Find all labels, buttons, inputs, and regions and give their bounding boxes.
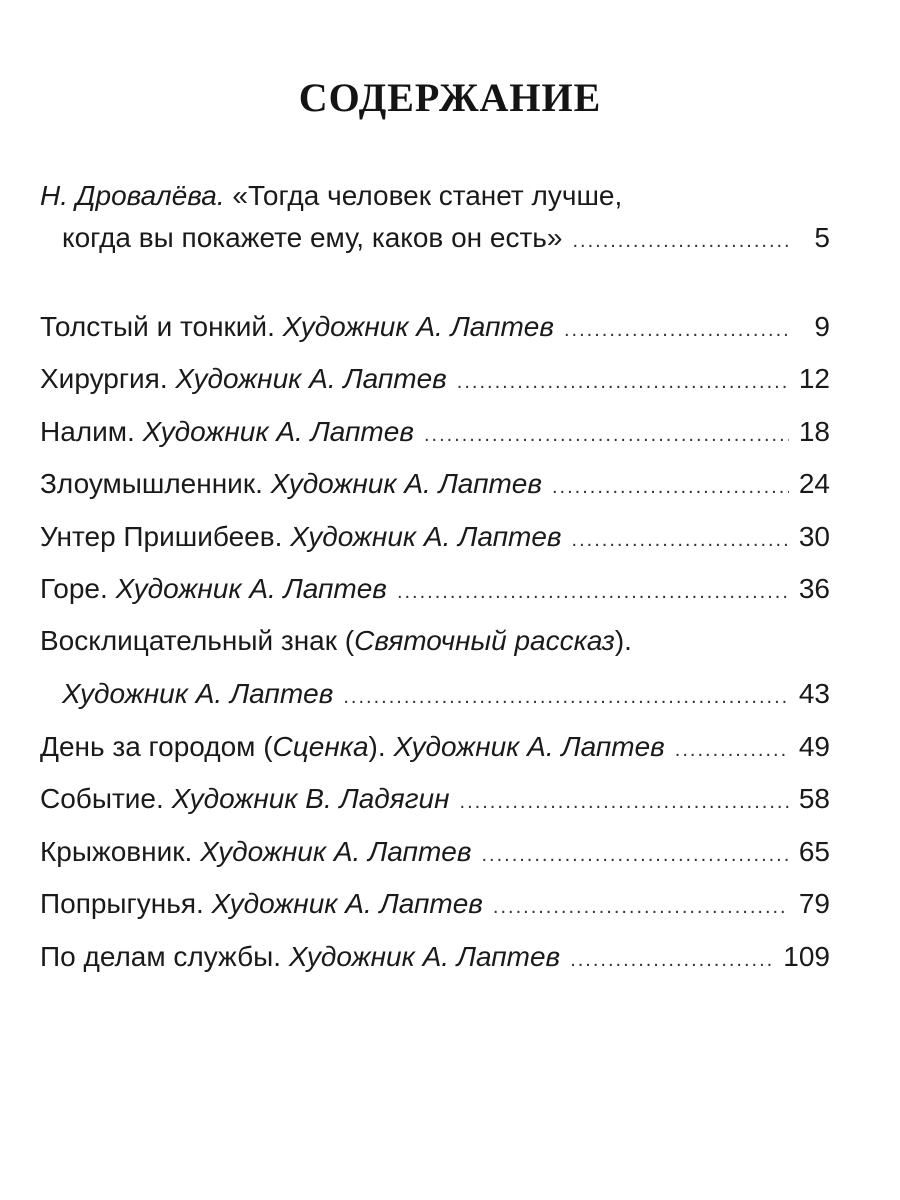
entry-artist: Художник А. Лаптев	[288, 941, 561, 972]
dot-leader	[572, 520, 789, 560]
toc-entry	[40, 412, 830, 452]
entry-title: Восклицательный знак	[40, 625, 337, 656]
dot-leader	[457, 362, 789, 402]
toc-entry-line-1: Восклицательный знак (Святочный рассказ).	[40, 625, 632, 656]
toc-entry	[40, 884, 830, 924]
entry-artist: Художник А. Лаптев	[270, 468, 542, 499]
entry-artist: Художник А. Лаптев	[62, 678, 334, 709]
entry-artist: Художник А. Лаптев	[211, 888, 483, 919]
dot-leader	[493, 887, 789, 927]
page-number: 24	[798, 468, 830, 499]
toc-entry	[40, 517, 830, 557]
toc-entry	[40, 464, 830, 504]
intro-author: Н. Дровалёва.	[40, 180, 225, 211]
entry-title: Хирургия.	[40, 363, 168, 394]
dot-leader	[552, 467, 789, 507]
entry-artist: Художник А. Лаптев	[393, 731, 665, 762]
entry-title: Горе.	[40, 573, 108, 604]
entry-title: Крыжовник.	[40, 836, 193, 867]
entry-subtitle: Святочный рассказ	[354, 625, 615, 656]
page-number: 49	[798, 731, 830, 762]
dot-leader	[481, 835, 788, 875]
dot-leader	[343, 677, 788, 717]
dot-leader	[564, 310, 790, 350]
dot-leader	[397, 572, 789, 612]
toc-entry: День за городом (Сценка). Художник А. Лаптев ..... 49	[40, 727, 830, 767]
page-number: 9	[814, 311, 830, 342]
entry-title: Злоумышленник.	[40, 468, 263, 499]
page-number: 43	[798, 678, 830, 709]
page-number: 109	[783, 941, 830, 972]
dot-leader	[675, 730, 789, 770]
page-number: 79	[798, 888, 830, 919]
toc-entry	[40, 307, 830, 347]
entry-title: Налим.	[40, 416, 135, 447]
entry-title: Унтер Пришибеев.	[40, 521, 283, 552]
entry-artist: Художник А. Лаптев	[282, 311, 554, 342]
page-number: 30	[798, 521, 830, 552]
entry-title: Попрыгунья.	[40, 888, 204, 919]
entry-artist: Художник А. Лаптев	[175, 363, 447, 394]
toc-entry-intro-line-1	[40, 176, 830, 216]
entry-subtitle: Сценка	[272, 731, 369, 762]
toc-entry	[40, 359, 830, 399]
page-number: 18	[798, 416, 830, 447]
toc-entry	[40, 832, 830, 872]
toc-entry	[40, 569, 830, 609]
page-title: СОДЕРЖАНИЕ	[298, 75, 602, 120]
dot-leader	[570, 940, 773, 980]
entry-artist: Художник А. Лаптев	[200, 836, 472, 867]
entry-artist: Художник А. Лаптев	[115, 573, 387, 604]
page-number: 36	[798, 573, 830, 604]
entry-title: Событие.	[40, 783, 164, 814]
page-number: 65	[798, 836, 830, 867]
intro-title-line-1: «Тогда человек станет лучше,	[232, 180, 623, 211]
toc-entry	[40, 779, 830, 819]
dot-leader	[460, 782, 789, 822]
entry-artist: Художник А. Лаптев	[290, 521, 562, 552]
toc-entry	[40, 937, 830, 977]
entry-title: День за городом	[40, 731, 256, 762]
entry-title: По делам службы.	[40, 941, 282, 972]
toc-entry-intro-line-2	[62, 218, 830, 258]
page-number: 5	[814, 222, 830, 253]
intro-title-line-2: когда вы покажете ему, каков он есть»	[62, 222, 563, 253]
page-number: 12	[798, 363, 830, 394]
dot-leader	[572, 221, 790, 261]
page-number: 58	[798, 783, 830, 814]
dot-leader	[424, 415, 789, 455]
entry-title: Толстый и тонкий.	[40, 311, 275, 342]
toc-entry-line-2	[62, 674, 830, 714]
entry-artist: Художник В. Ладягин	[171, 783, 450, 814]
entry-artist: Художник А. Лаптев	[142, 416, 414, 447]
